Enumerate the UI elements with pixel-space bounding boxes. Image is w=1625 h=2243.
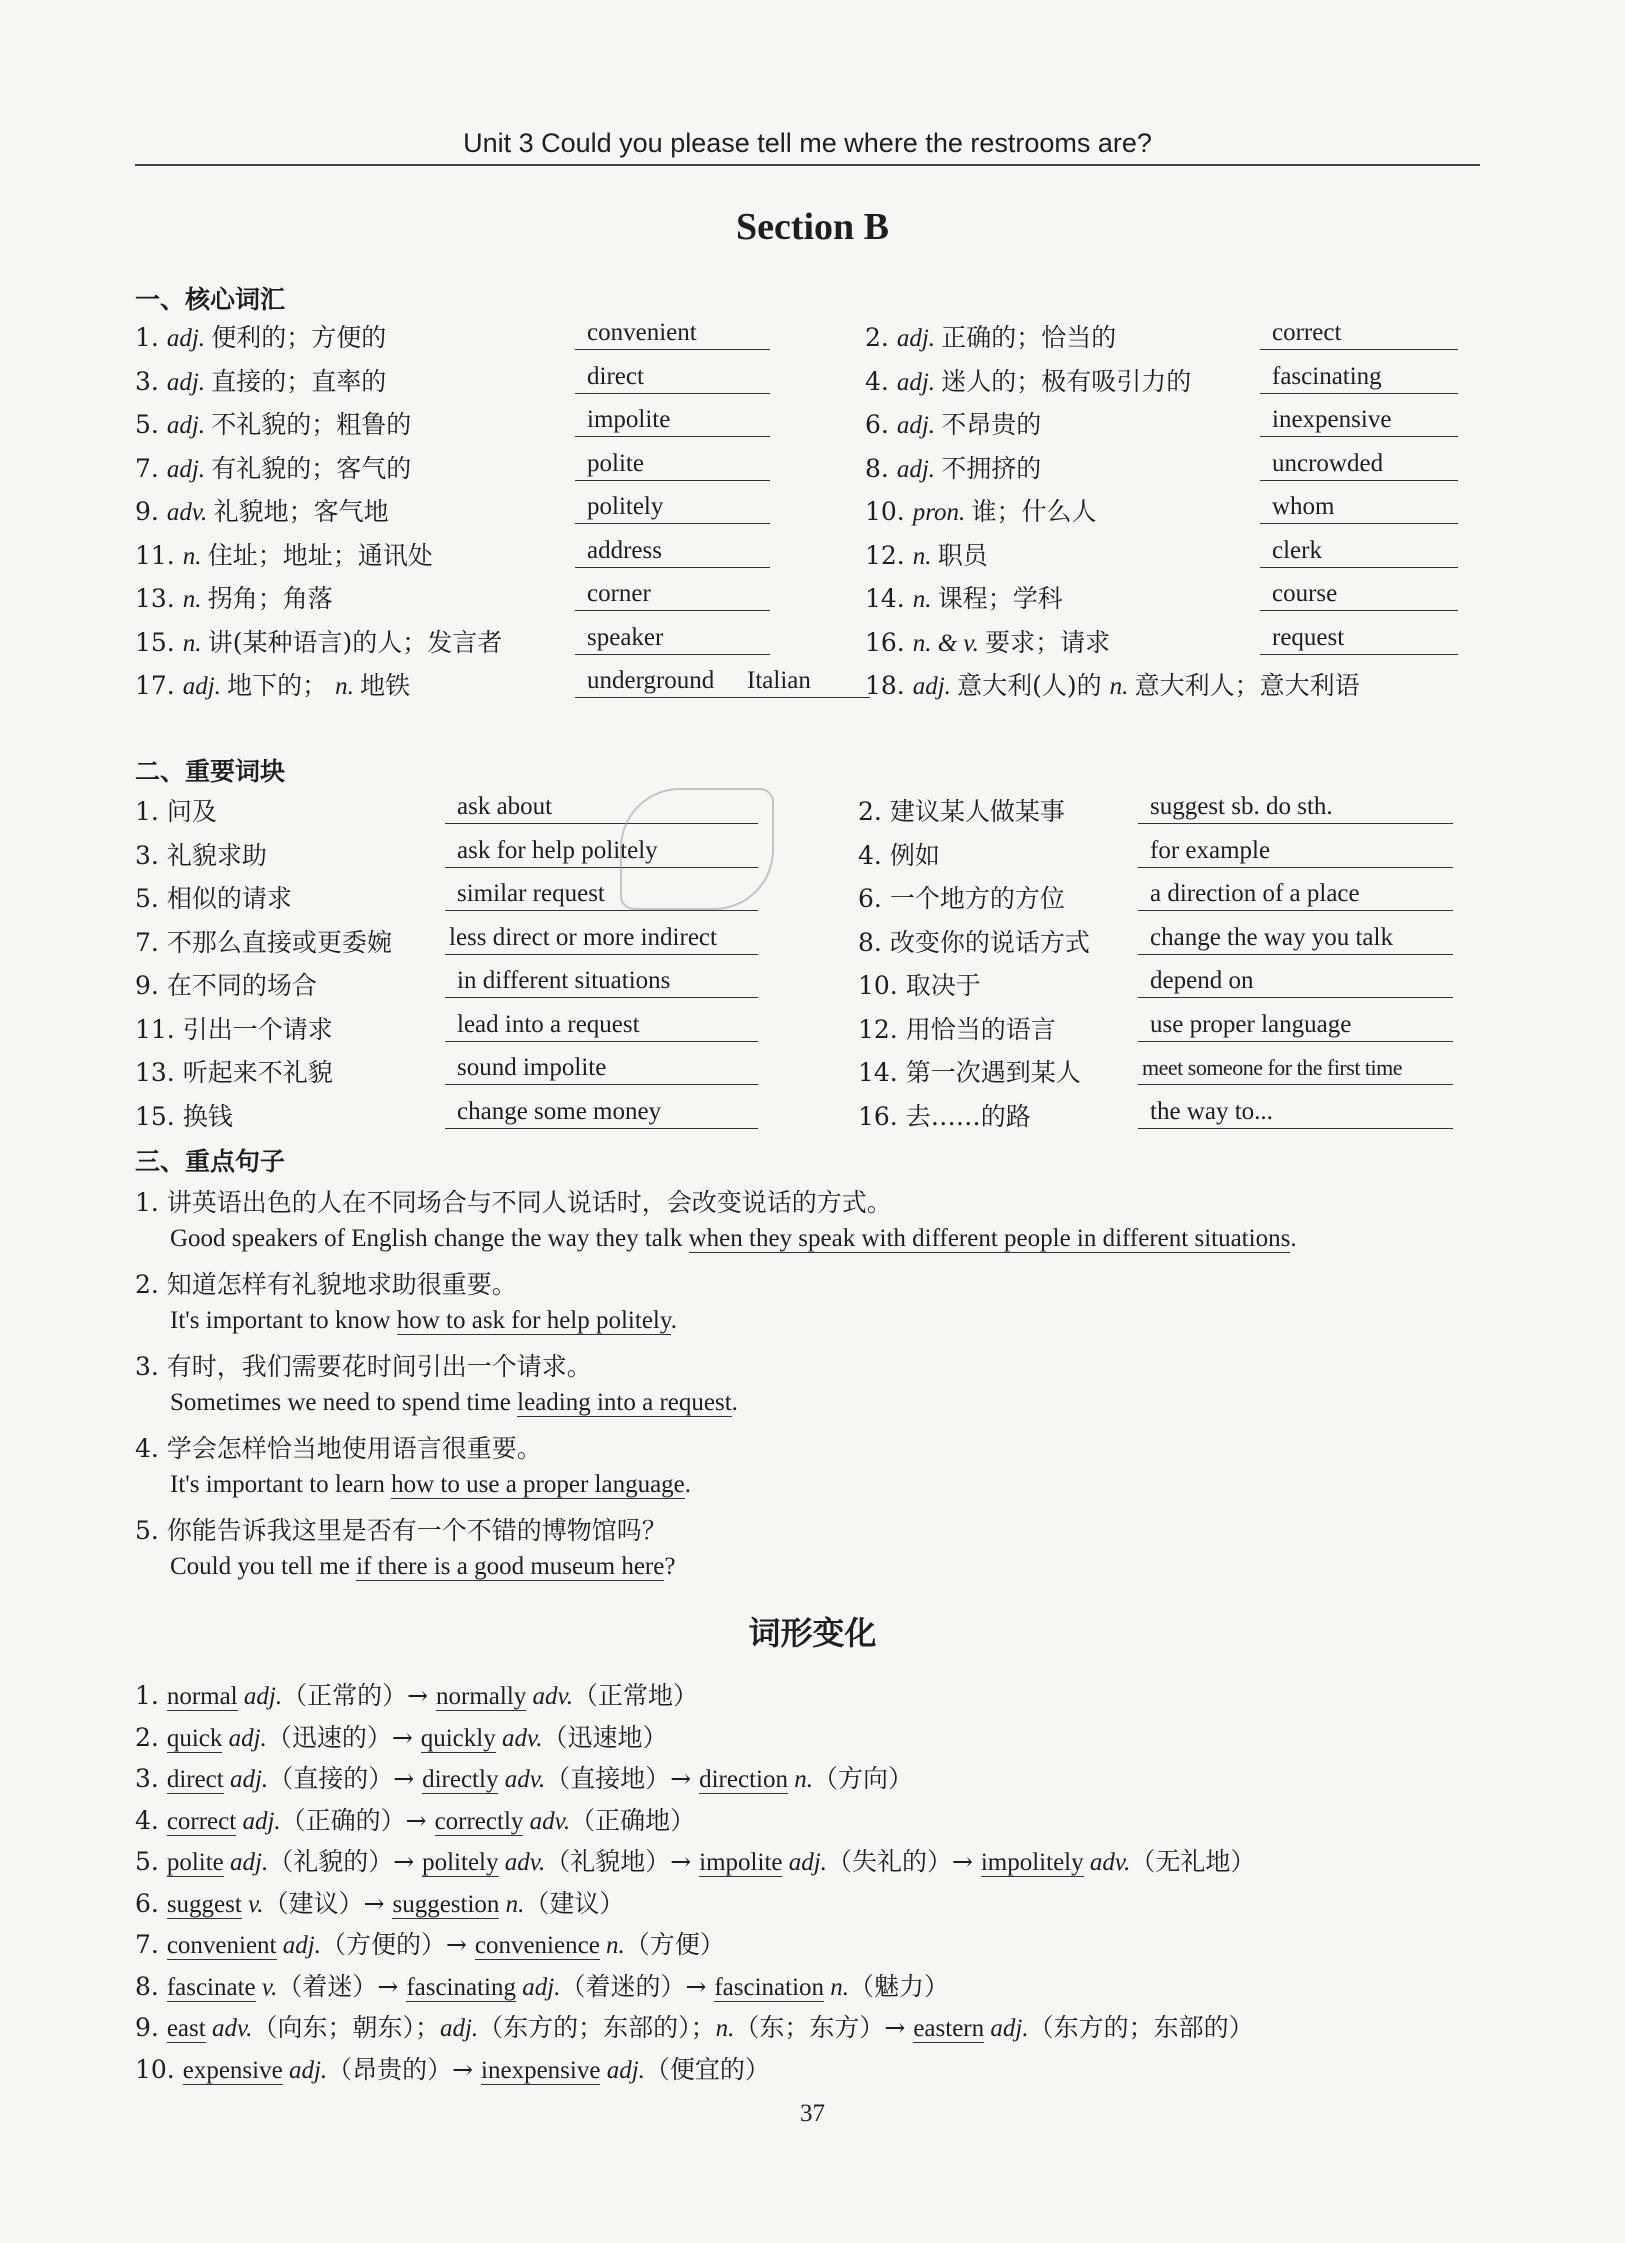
word-form-pos: n.: [824, 1973, 850, 2001]
word-form-word: east: [166, 2015, 206, 2042]
sentence-answer: leading into a request: [517, 1389, 732, 1416]
vocab-label: [135, 362, 386, 398]
phrase-cn: 问及: [166, 797, 217, 826]
phrase-cn: 取决于: [905, 971, 981, 1000]
word-form-text: 1.: [135, 1681, 167, 1710]
word-form-word: politely: [422, 1849, 499, 1876]
page-number: 37: [800, 2100, 825, 2127]
sentence-en-text: Sometimes we need to spend time: [170, 1389, 518, 1416]
vocab-label: [865, 579, 1063, 615]
sentence-answer: if there is a good museum here: [356, 1553, 665, 1580]
vocab-pos: adj.: [166, 412, 212, 439]
word-form-text: （直接的）→: [268, 1764, 423, 1793]
vocab-label: [135, 449, 411, 485]
sentence-answer: how to use a proper language: [391, 1471, 685, 1498]
word-form-text: （着迷的）→: [560, 1971, 715, 2001]
sentence-cn: 2. 知道怎样有礼貌地求助很重要。: [135, 1270, 517, 1299]
vocab-label: [865, 318, 1116, 354]
phrase-cn: 改变你的说话方式: [889, 927, 1090, 957]
vocab-answer: address: [575, 536, 770, 568]
word-form-word: fascination: [714, 1973, 825, 2001]
phrase-cn: 引出一个请求: [182, 1014, 333, 1044]
phrase-num: 3.: [135, 840, 167, 870]
sentence-cn: 5. 你能告诉我这里是否有一个不错的博物馆吗？: [135, 1516, 667, 1545]
vocab-def: 不礼貌的；粗鲁的: [211, 410, 412, 439]
word-form-pos: adj.: [276, 1932, 321, 1959]
vocab-label: [135, 405, 411, 441]
vocab-num: 9.: [135, 497, 167, 526]
word-form-text: （向东；朝东）；: [252, 2013, 440, 2042]
word-form-word: quickly: [420, 1724, 496, 1752]
sentence-en-text: It's important to learn: [170, 1471, 392, 1498]
vocab-answer: politely: [575, 492, 770, 524]
vocab-def: 迷人的；极有吸引力的: [941, 366, 1192, 396]
sentence-en: [170, 1553, 675, 1581]
word-form-pos: adv.: [498, 1766, 546, 1793]
word-form-pos: adv.: [205, 2015, 253, 2042]
word-form-text: 6.: [135, 1888, 167, 1918]
vocab-num: 5.: [135, 410, 167, 439]
vocab-answer: corner: [575, 579, 770, 611]
vocab-num: 16.: [865, 627, 913, 657]
vocab-def: 要求；请求: [985, 627, 1111, 657]
vocab-def: 拐角；角落: [207, 584, 333, 613]
word-form-text: 5.: [135, 1847, 167, 1876]
word-form-text: （正常的）→: [282, 1681, 436, 1710]
word-form-text: （礼貌的）→: [268, 1847, 423, 1876]
vocab-pos: n.: [912, 542, 938, 570]
phrase-answer: less direct or more indirect: [445, 923, 758, 955]
phrase-cn: 例如: [889, 840, 940, 870]
word-form-pos: adv.: [1083, 1849, 1131, 1876]
word-form-text: （礼貌地）→: [545, 1847, 700, 1876]
vocab-label: [865, 536, 988, 572]
vocab-num: 4.: [865, 366, 897, 396]
vocab-pos: adj.: [896, 368, 942, 396]
phrase-num: 4.: [858, 840, 890, 870]
word-form-line: [135, 1718, 667, 1754]
phrase-label: [858, 879, 1065, 915]
sentence-en: [170, 1389, 738, 1417]
word-form-line: [135, 2050, 770, 2086]
phrase-answer: ask for help politely: [445, 836, 758, 868]
phrase-label: [135, 836, 267, 872]
vocab-answer: fascinating: [1260, 362, 1458, 394]
phrase-answer: depend on: [1138, 966, 1453, 998]
word-form-pos: v.: [255, 1973, 278, 2001]
word-form-pos: adv.: [498, 1849, 546, 1876]
vocab-def: 正确的；恰当的: [941, 323, 1117, 352]
word-form-line: [135, 2008, 1254, 2044]
word-form-word: eastern: [913, 2015, 985, 2042]
word-form-text: （建议）→: [263, 1888, 393, 1918]
word-form-pos: adj.: [439, 2015, 479, 2042]
phrase-cn: 听起来不礼貌: [182, 1058, 333, 1087]
word-form-line: [135, 1925, 725, 1961]
phrase-cn: 相似的请求: [166, 884, 292, 913]
word-form-text: （建议）: [524, 1888, 625, 1918]
word-form-word: convenient: [166, 1932, 277, 1959]
phrase-num: 2.: [858, 797, 890, 826]
phrase-label: [858, 966, 981, 1002]
sentence-cn: 4. 学会怎样恰当地使用语言很重要。: [135, 1434, 542, 1463]
word-form-pos: n.: [787, 1766, 813, 1793]
word-forms-title: 词形变化: [748, 1614, 877, 1652]
phrase-answer: change some money: [445, 1097, 758, 1129]
sentence-en: [170, 1471, 691, 1499]
sentence-en-punct: .: [684, 1471, 692, 1498]
word-form-text: （魅力）: [849, 1971, 950, 2001]
phrase-label: [135, 1053, 333, 1089]
vocab-pos: n.: [182, 586, 208, 613]
vocab-answer: underground: [575, 666, 770, 698]
vocab-answer: speaker: [575, 623, 770, 655]
word-form-word: normal: [166, 1683, 238, 1710]
word-form-word: impolite: [699, 1849, 783, 1876]
phrase-num: 8.: [858, 927, 890, 957]
word-form-word: polite: [166, 1849, 224, 1876]
vocab-num: 13.: [135, 584, 183, 613]
vocab-space: [1102, 671, 1110, 700]
phrase-label: [858, 1053, 1081, 1089]
vocab-answer: course: [1260, 579, 1458, 611]
phrase-num: 11.: [135, 1014, 183, 1044]
vocab-def: 意大利人；意大利语: [1134, 671, 1360, 700]
sentence-answer: when they speak with different people in different situations: [688, 1225, 1291, 1252]
phrase-label: [135, 966, 317, 1002]
unit-header: Unit 3 Could you please tell me where the restrooms are?: [135, 120, 1480, 166]
phrase-num: 14.: [858, 1058, 906, 1087]
phrases-heading: 二、重要词块: [135, 757, 286, 786]
vocab-num: 2.: [865, 323, 897, 352]
vocab-label: [135, 318, 386, 354]
vocab-answer: polite: [575, 449, 770, 481]
sentence-cn: 1. 讲英语出色的人在不同场合与不同人说话时，会改变说话的方式。: [135, 1188, 892, 1217]
phrase-label: [135, 792, 217, 828]
word-form-text: （便宜的）: [644, 2054, 770, 2084]
vocab-label: [135, 492, 389, 528]
phrase-cn: 一个地方的方位: [889, 884, 1065, 913]
sentence-cn: 3. 有时，我们需要花时间引出一个请求。: [135, 1352, 592, 1381]
word-form-word: convenience: [474, 1932, 600, 1959]
word-form-pos: adj.: [223, 1766, 269, 1793]
phrase-num: 6.: [858, 884, 890, 913]
sentence-en-text: Good speakers of English change the way they talk: [170, 1225, 689, 1252]
word-form-word: normally: [436, 1683, 527, 1710]
vocab-pos: adj.: [896, 325, 942, 352]
word-form-pos: adj.: [236, 1807, 281, 1835]
word-form-pos: v.: [241, 1890, 264, 1918]
vocab-num: 14.: [865, 584, 913, 613]
vocab-num: 7.: [135, 453, 167, 483]
word-form-word: directly: [422, 1766, 499, 1793]
vocab-num: 10.: [865, 497, 913, 526]
word-form-pos: adj.: [516, 1973, 561, 2001]
vocab-pos: adj.: [166, 325, 212, 352]
word-form-word: suggestion: [392, 1890, 500, 1918]
vocab-num: 8.: [865, 453, 897, 483]
word-form-word: direction: [699, 1766, 788, 1793]
sentence-en-punct: .: [670, 1307, 677, 1334]
vocab-num: 3.: [135, 366, 167, 396]
word-form-text: （方便的）→: [320, 1930, 475, 1959]
phrase-answer: similar request: [445, 879, 758, 911]
phrase-label: [858, 1097, 1031, 1133]
vocab-label: [865, 449, 1041, 485]
vocab-answer: convenient: [575, 318, 770, 350]
vocab-pos: n. & v.: [912, 629, 986, 657]
word-form-text: （正常地）: [573, 1681, 699, 1710]
vocab-pos: n.: [1109, 673, 1135, 700]
section-title: Section B: [735, 206, 890, 248]
word-form-text: （正确的）→: [280, 1805, 435, 1835]
word-form-word: impolitely: [980, 1849, 1084, 1876]
vocab-num: 15.: [135, 627, 183, 657]
phrase-num: 13.: [135, 1058, 183, 1087]
sentences-heading: 三、重点句子: [135, 1147, 286, 1176]
vocab-answer: inexpensive: [1260, 405, 1458, 437]
vocab-label: [135, 666, 410, 702]
word-form-word: expensive: [182, 2056, 283, 2084]
vocab-label: [135, 579, 333, 615]
sentence-en-punct: ?: [664, 1553, 676, 1580]
vocab-pos: n.: [182, 542, 208, 570]
word-form-text: （东方的；东部的）: [1028, 2013, 1254, 2042]
phrase-label: [858, 923, 1090, 959]
word-form-pos: adv.: [526, 1683, 574, 1710]
word-form-text: （无礼地）: [1130, 1847, 1256, 1876]
word-form-line: [135, 1967, 949, 2003]
vocab-answer: correct: [1260, 318, 1458, 350]
sentence-en-text: Could you tell me: [170, 1553, 357, 1580]
vocab-label: [865, 405, 1041, 441]
word-form-pos: adj.: [782, 1849, 827, 1876]
vocab-space: [327, 671, 335, 700]
vocab-def: 地铁: [360, 671, 411, 700]
vocab-answer: Italian: [735, 666, 870, 698]
vocab-def: 住址；地址；通讯处: [207, 540, 433, 570]
phrase-answer: the way to...: [1138, 1097, 1453, 1129]
word-form-text: 10.: [135, 2054, 183, 2084]
vocab-def: 礼貌地；客气地: [213, 497, 389, 526]
vocab-def: 地下的；: [227, 671, 328, 700]
vocab-num: 17.: [135, 671, 183, 700]
phrase-label: [135, 1010, 333, 1046]
word-form-word: correct: [166, 1807, 237, 1835]
phrase-num: 9.: [135, 971, 167, 1000]
vocab-pos: adj.: [166, 368, 212, 396]
word-form-word: suggest: [166, 1890, 242, 1918]
word-form-line: [135, 1842, 1255, 1878]
word-form-word: inexpensive: [481, 2056, 601, 2084]
vocab-label: [135, 536, 433, 572]
phrase-answer: meet someone for the first time: [1138, 1053, 1453, 1085]
word-form-pos: adj.: [223, 1849, 269, 1876]
word-form-pos: n.: [599, 1932, 625, 1959]
vocab-answer: uncrowded: [1260, 449, 1458, 481]
vocab-pos: adv.: [166, 499, 214, 526]
word-form-text: 8.: [135, 1971, 167, 2001]
phrase-answer: a direction of a place: [1138, 879, 1453, 911]
word-form-text: 4.: [135, 1805, 167, 1835]
vocab-label: [865, 492, 1097, 528]
phrase-answer: change the way you talk: [1138, 923, 1453, 955]
sentence-en-text: It's important to know: [170, 1307, 397, 1334]
vocab-pos: adj.: [912, 673, 958, 700]
vocab-def: 讲(某种语言)的人；发言者: [207, 627, 503, 657]
sentence-en-punct: .: [1290, 1225, 1297, 1252]
phrase-answer: for example: [1138, 836, 1453, 868]
vocab-pos: adj.: [896, 455, 942, 483]
vocab-pos: n.: [912, 586, 938, 613]
phrase-answer: suggest sb. do sth.: [1138, 792, 1453, 824]
word-form-pos: adv.: [523, 1807, 571, 1835]
phrase-label: [135, 923, 392, 959]
vocab-label: [865, 666, 1360, 702]
word-form-word: quick: [166, 1724, 223, 1752]
word-form-pos: adj.: [984, 2015, 1029, 2042]
vocab-def: 职员: [937, 540, 988, 570]
word-form-pos: adj.: [282, 2056, 328, 2084]
phrase-cn: 不那么直接或更委婉: [166, 927, 392, 957]
phrase-label: [858, 1010, 1056, 1046]
word-form-text: 3.: [135, 1764, 167, 1793]
phrase-answer: in different situations: [445, 966, 758, 998]
word-form-text: （着迷）→: [277, 1971, 407, 2001]
phrase-num: 16.: [858, 1101, 906, 1131]
vocab-pos: adj.: [182, 673, 228, 700]
word-form-word: fascinate: [166, 1973, 256, 2001]
vocab-pos: adj.: [896, 412, 942, 439]
phrase-answer: sound impolite: [445, 1053, 758, 1085]
vocab-def: 不昂贵的: [941, 410, 1042, 439]
phrase-label: [135, 879, 292, 915]
core-vocab-heading: 一、核心词汇: [135, 285, 286, 314]
phrase-num: 1.: [135, 797, 167, 826]
word-form-pos: adv.: [495, 1724, 543, 1752]
vocab-def: 直接的；直率的: [211, 366, 387, 396]
phrase-answer: use proper language: [1138, 1010, 1453, 1042]
phrase-cn: 去……的路: [905, 1101, 1031, 1131]
word-form-text: （直接地）→: [545, 1764, 700, 1793]
word-form-pos: adj.: [222, 1724, 267, 1752]
sentence-answer: how to ask for help politely: [396, 1307, 671, 1334]
phrase-cn: 换钱: [182, 1101, 233, 1131]
vocab-pos: n.: [335, 673, 361, 700]
vocab-pos: adj.: [166, 455, 212, 483]
phrase-cn: 在不同的场合: [166, 971, 317, 1000]
vocab-answer: request: [1260, 623, 1458, 655]
vocab-num: 18.: [865, 671, 913, 700]
sentence-en: [170, 1307, 677, 1335]
word-form-text: （迅速地）: [542, 1722, 668, 1752]
vocab-def: 便利的；方便的: [211, 323, 387, 352]
phrase-num: 10.: [858, 971, 906, 1000]
sentence-en: [170, 1225, 1297, 1253]
word-form-word: direct: [166, 1766, 224, 1793]
word-form-pos: adj.: [237, 1683, 283, 1710]
phrase-cn: 第一次遇到某人: [905, 1058, 1081, 1087]
phrase-label: [858, 792, 1065, 828]
word-form-pos: adj.: [600, 2056, 645, 2084]
phrase-num: 7.: [135, 927, 167, 957]
phrase-cn: 礼貌求助: [166, 840, 267, 870]
word-form-word: correctly: [434, 1807, 524, 1835]
vocab-label: [865, 362, 1191, 398]
word-form-text: （东；东方）→: [734, 2013, 914, 2042]
stamp-logo: [620, 788, 774, 910]
phrase-cn: 用恰当的语言: [905, 1014, 1056, 1044]
word-form-text: （东方的；东部的）；: [478, 2013, 716, 2042]
vocab-def: 谁；什么人: [971, 497, 1097, 526]
word-form-line: [135, 1759, 913, 1795]
phrase-answer: ask about: [445, 792, 758, 824]
word-form-text: （迅速的）→: [266, 1722, 421, 1752]
word-form-pos: n.: [715, 2015, 735, 2042]
vocab-def: 有礼貌的；客气的: [211, 453, 412, 483]
phrase-num: 15.: [135, 1101, 183, 1131]
phrase-num: 12.: [858, 1014, 906, 1044]
vocab-answer: clerk: [1260, 536, 1458, 568]
word-form-line: [135, 1676, 698, 1712]
vocab-label: [865, 623, 1110, 659]
word-form-text: 7.: [135, 1930, 167, 1959]
word-form-text: （正确地）: [570, 1805, 696, 1835]
vocab-label: [135, 623, 502, 659]
phrase-answer: lead into a request: [445, 1010, 758, 1042]
sentence-en-punct: .: [731, 1389, 738, 1416]
vocab-answer: direct: [575, 362, 770, 394]
word-form-text: （失礼的）→: [826, 1847, 981, 1876]
vocab-answer: impolite: [575, 405, 770, 437]
vocab-def: 课程；学科: [937, 584, 1063, 613]
word-form-text: 2.: [135, 1722, 167, 1752]
vocab-answer: whom: [1260, 492, 1458, 524]
vocab-pos: pron.: [912, 499, 972, 526]
vocab-pos: n.: [182, 629, 208, 657]
vocab-num: 1.: [135, 323, 167, 352]
word-form-text: 9.: [135, 2013, 167, 2042]
word-form-word: fascinating: [406, 1973, 516, 2001]
word-form-line: [135, 1801, 695, 1837]
word-form-line: [135, 1884, 624, 1920]
word-form-text: （方向）: [812, 1764, 913, 1793]
word-form-text: （方便）: [624, 1930, 725, 1959]
word-form-text: （昂贵的）→: [327, 2054, 482, 2084]
vocab-num: 6.: [865, 410, 897, 439]
vocab-num: 12.: [865, 540, 913, 570]
phrase-cn: 建议某人做某事: [889, 797, 1065, 826]
phrase-num: 5.: [135, 884, 167, 913]
word-form-pos: n.: [499, 1890, 525, 1918]
vocab-def: 意大利(人)的: [957, 671, 1102, 700]
vocab-def: 不拥挤的: [941, 453, 1042, 483]
phrase-label: [858, 836, 940, 872]
phrase-label: [135, 1097, 233, 1133]
vocab-num: 11.: [135, 540, 183, 570]
